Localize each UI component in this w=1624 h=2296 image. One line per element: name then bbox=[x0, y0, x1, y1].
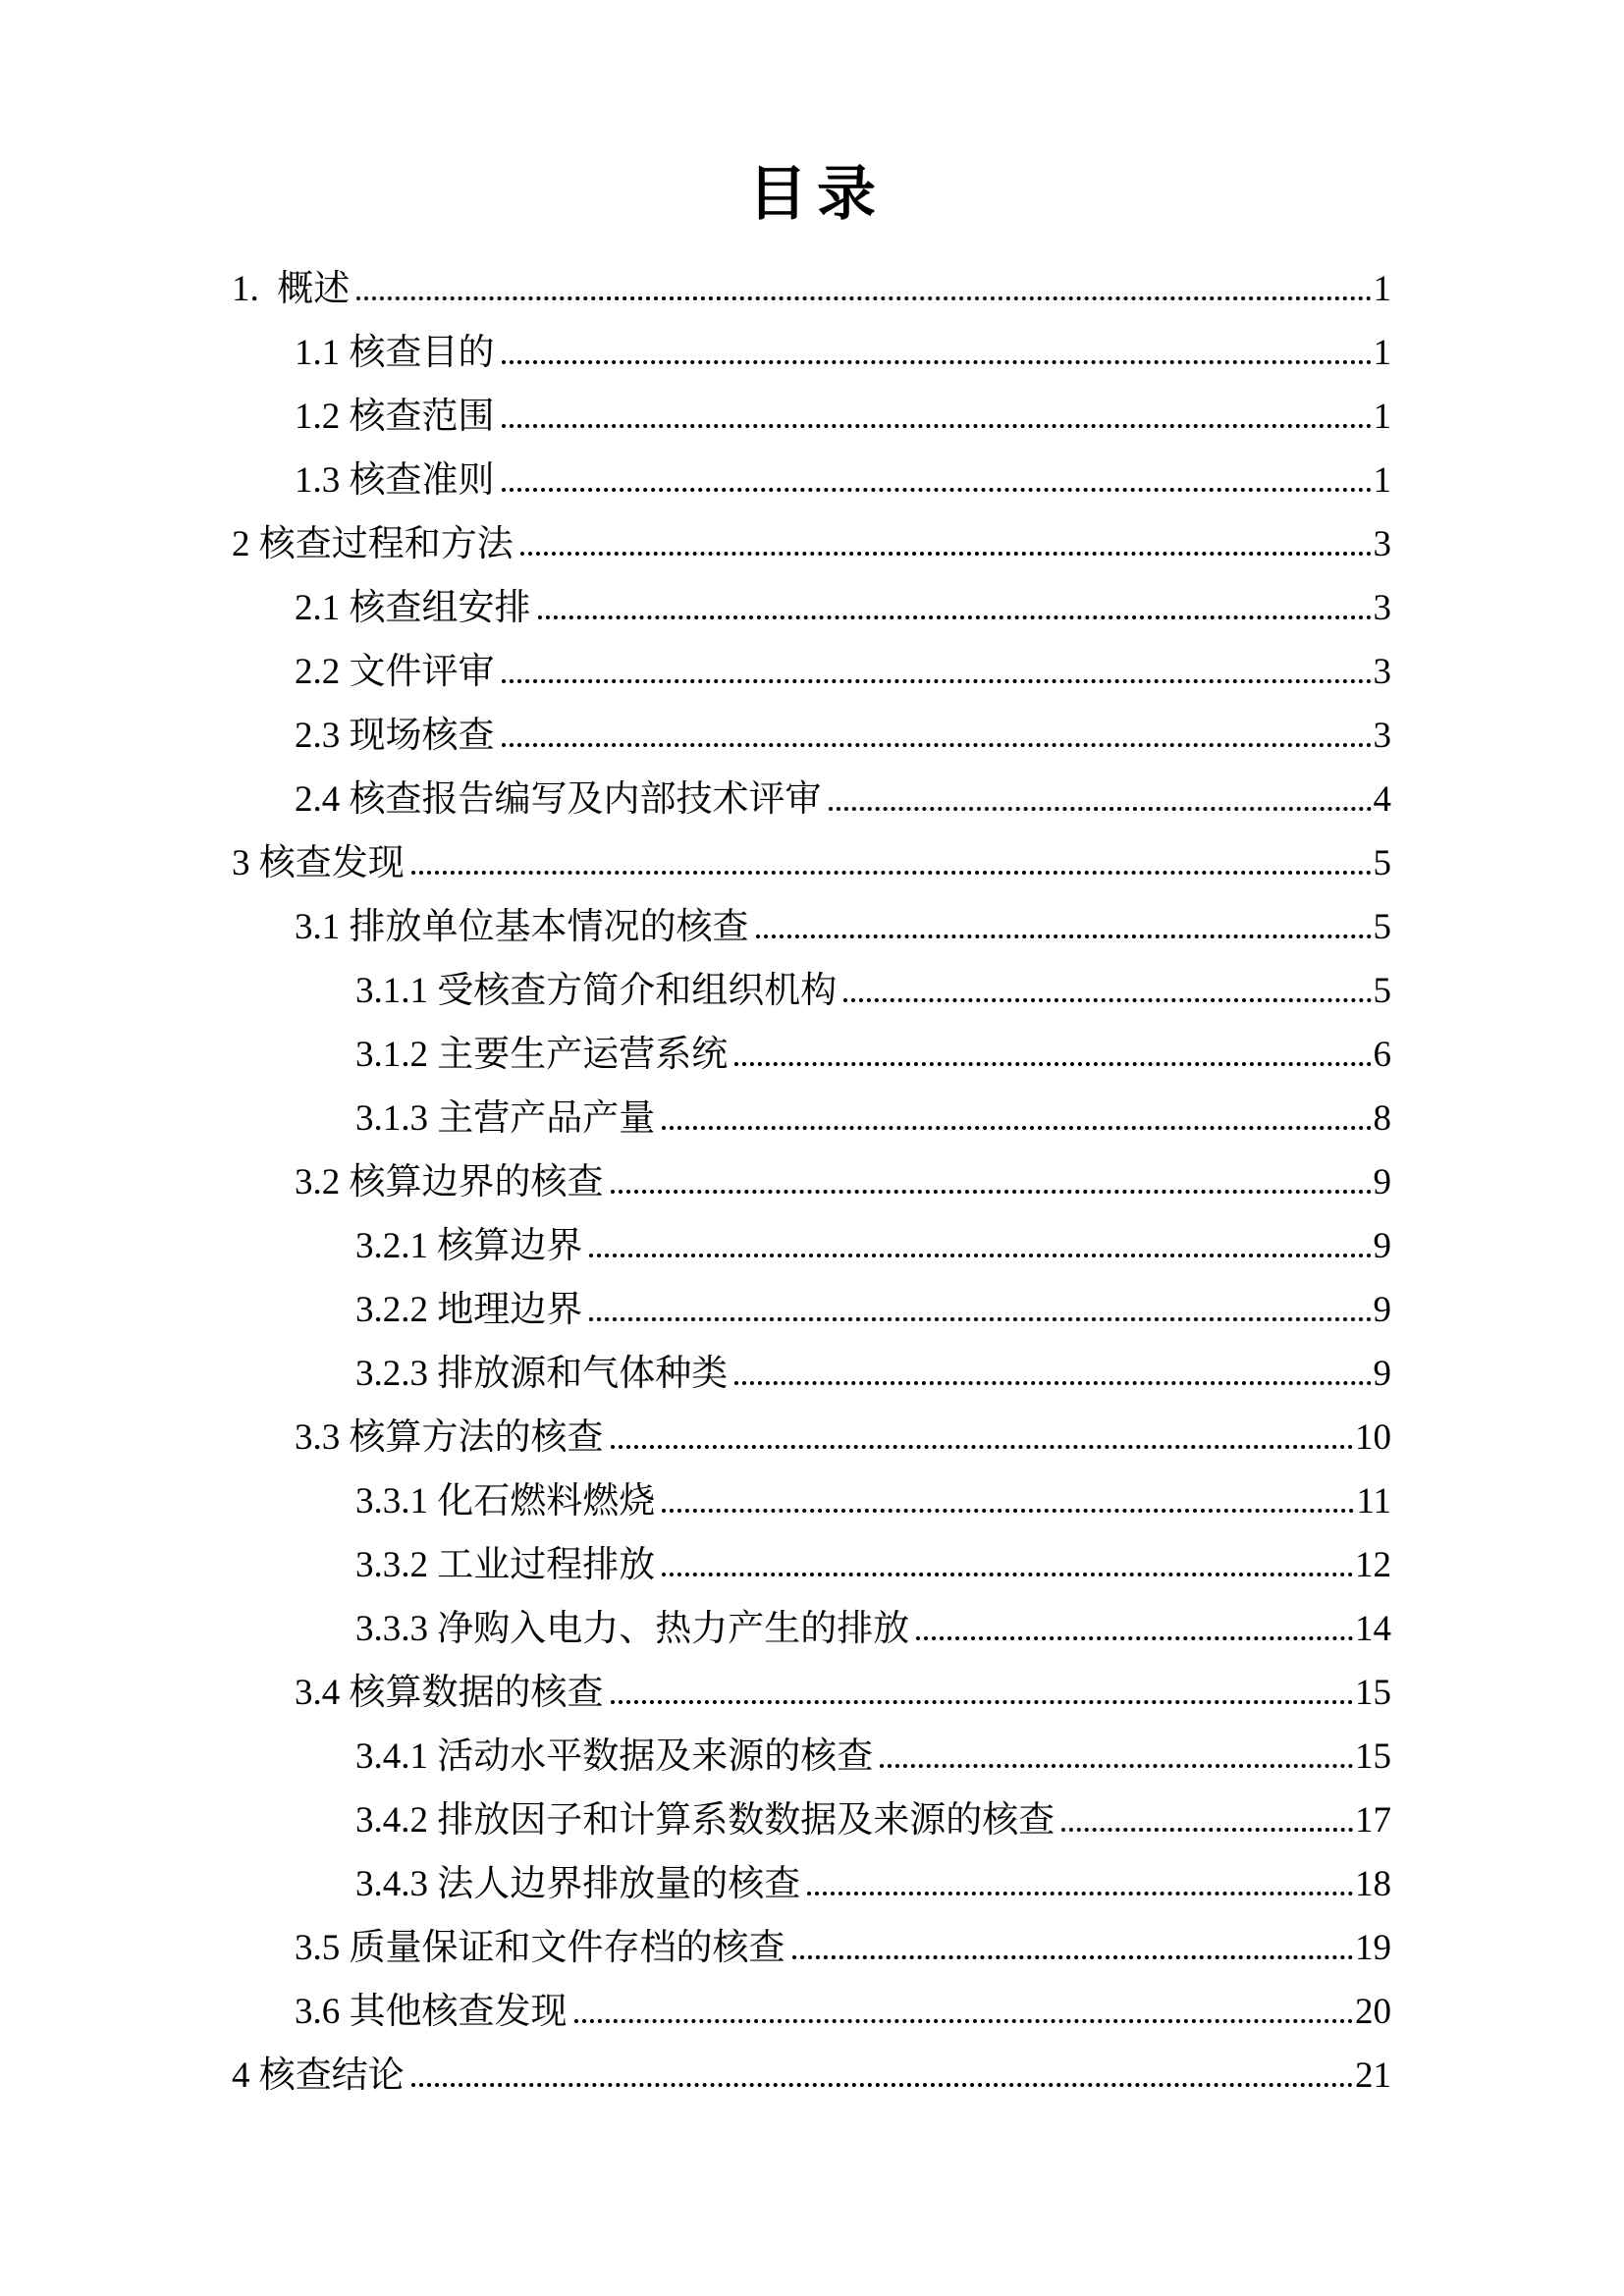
toc-entry-page: 3 bbox=[1373, 716, 1391, 756]
toc-entry-label: 3.1 排放单位基本情况的核查 bbox=[295, 907, 749, 947]
toc-entry[interactable] bbox=[232, 1789, 1391, 1852]
toc-entry-label: 3.2.3 排放源和气体种类 bbox=[355, 1354, 729, 1394]
toc-entry-label: 2.3 现场核查 bbox=[295, 716, 495, 756]
dot-leader bbox=[356, 296, 1371, 300]
toc-entry-label: 3.2.1 核算边界 bbox=[355, 1226, 583, 1266]
toc-entry-page: 6 bbox=[1373, 1035, 1391, 1075]
toc-entry-label: 3.4.1 活动水平数据及来源的核查 bbox=[355, 1736, 874, 1777]
toc-entry[interactable] bbox=[232, 1278, 1391, 1342]
toc-entry-page: 20 bbox=[1355, 1992, 1391, 2032]
toc-list bbox=[232, 257, 1391, 2108]
toc-entry-page: 1 bbox=[1373, 397, 1391, 437]
dot-leader bbox=[520, 552, 1372, 556]
dot-leader bbox=[662, 1573, 1353, 1576]
dot-leader bbox=[734, 1062, 1371, 1066]
dot-leader bbox=[502, 743, 1372, 747]
toc-entry[interactable] bbox=[232, 1725, 1391, 1789]
toc-entry-label: 3.3.3 净购入电力、热力产生的排放 bbox=[355, 1609, 910, 1649]
toc-entry[interactable] bbox=[232, 640, 1391, 704]
dot-leader bbox=[502, 679, 1372, 683]
toc-entry[interactable] bbox=[232, 1469, 1391, 1533]
dot-leader bbox=[1061, 1828, 1353, 1832]
dot-leader bbox=[662, 1509, 1354, 1513]
dot-leader bbox=[756, 934, 1372, 938]
toc-entry-label: 4 核查结论 bbox=[232, 2056, 405, 2096]
toc-entry[interactable] bbox=[232, 831, 1391, 895]
toc-entry-label: 1. 概述 bbox=[232, 269, 351, 309]
toc-entry-page: 9 bbox=[1373, 1162, 1391, 1202]
toc-entry[interactable] bbox=[232, 1023, 1391, 1087]
toc-entry[interactable] bbox=[232, 1597, 1391, 1661]
toc-entry-page: 5 bbox=[1373, 971, 1391, 1011]
dot-leader bbox=[807, 1892, 1353, 1896]
toc-entry[interactable] bbox=[232, 1342, 1391, 1406]
toc-entry-page: 19 bbox=[1355, 1928, 1391, 1968]
toc-entry-label: 1.3 核查准则 bbox=[295, 460, 495, 501]
toc-entry-label: 3.1.3 主营产品产量 bbox=[355, 1098, 656, 1139]
toc-entry-page: 18 bbox=[1355, 1864, 1391, 1904]
dot-leader bbox=[662, 1126, 1371, 1130]
toc-entry-page: 10 bbox=[1355, 1417, 1391, 1458]
dot-leader bbox=[411, 871, 1372, 875]
toc-entry-label: 3.1.1 受核查方简介和组织机构 bbox=[355, 971, 838, 1011]
dot-leader bbox=[611, 1190, 1372, 1194]
dot-leader bbox=[611, 1700, 1354, 1704]
toc-entry-label: 3.5 质量保证和文件存档的核查 bbox=[295, 1928, 785, 1968]
toc-entry[interactable] bbox=[232, 704, 1391, 768]
toc-entry-page: 15 bbox=[1355, 1736, 1391, 1777]
toc-entry-page: 3 bbox=[1373, 652, 1391, 692]
toc-entry[interactable] bbox=[232, 1916, 1391, 1980]
dot-leader bbox=[916, 1636, 1353, 1640]
dot-leader bbox=[411, 2083, 1353, 2087]
toc-entry[interactable] bbox=[232, 895, 1391, 959]
toc-entry-page: 9 bbox=[1373, 1354, 1391, 1394]
dot-leader bbox=[611, 1445, 1354, 1449]
toc-entry-label: 3.3 核算方法的核查 bbox=[295, 1417, 604, 1458]
toc-entry-page: 17 bbox=[1355, 1800, 1391, 1841]
dot-leader bbox=[502, 360, 1372, 364]
toc-entry-label: 3.4.2 排放因子和计算系数数据及来源的核查 bbox=[355, 1800, 1056, 1841]
dot-leader bbox=[589, 1317, 1371, 1321]
toc-entry-label: 2 核查过程和方法 bbox=[232, 524, 514, 564]
toc-entry[interactable] bbox=[232, 385, 1391, 449]
toc-entry-page: 12 bbox=[1355, 1545, 1391, 1585]
dot-leader bbox=[792, 1955, 1354, 1959]
toc-entry-page: 3 bbox=[1373, 588, 1391, 628]
toc-entry[interactable] bbox=[232, 257, 1391, 321]
dot-leader bbox=[502, 488, 1372, 492]
toc-entry-page: 9 bbox=[1373, 1290, 1391, 1330]
toc-entry-label: 3.2 核算边界的核查 bbox=[295, 1162, 604, 1202]
toc-entry-page: 21 bbox=[1355, 2056, 1391, 2096]
dot-leader bbox=[843, 998, 1371, 1002]
toc-entry[interactable] bbox=[232, 1980, 1391, 2044]
toc-entry-page: 1 bbox=[1373, 269, 1391, 309]
toc-entry[interactable] bbox=[232, 576, 1391, 640]
toc-entry[interactable] bbox=[232, 321, 1391, 385]
toc-entry-label: 2.1 核查组安排 bbox=[295, 588, 531, 628]
dot-leader bbox=[734, 1381, 1371, 1385]
toc-entry[interactable] bbox=[232, 449, 1391, 512]
dot-leader bbox=[538, 615, 1372, 619]
toc-entry[interactable] bbox=[232, 1214, 1391, 1278]
dot-leader bbox=[829, 807, 1372, 811]
toc-entry-label: 2.2 文件评审 bbox=[295, 652, 495, 692]
dot-leader bbox=[589, 1254, 1371, 1257]
dot-leader bbox=[574, 2019, 1354, 2023]
toc-entry-label: 3.1.2 主要生产运营系统 bbox=[355, 1035, 729, 1075]
toc-entry-page: 5 bbox=[1373, 907, 1391, 947]
toc-entry[interactable] bbox=[232, 1150, 1391, 1214]
toc-entry-page: 1 bbox=[1373, 333, 1391, 373]
dot-leader bbox=[502, 424, 1372, 428]
toc-entry-label: 1.1 核查目的 bbox=[295, 333, 495, 373]
toc-entry-page: 9 bbox=[1373, 1226, 1391, 1266]
toc-entry[interactable] bbox=[232, 1087, 1391, 1150]
toc-entry-page: 11 bbox=[1356, 1481, 1391, 1522]
toc-entry-page: 15 bbox=[1355, 1673, 1391, 1713]
toc-entry-label: 3.6 其他核查发现 bbox=[295, 1992, 568, 2032]
toc-entry-label: 3.2.2 地理边界 bbox=[355, 1290, 583, 1330]
toc-entry-page: 3 bbox=[1373, 524, 1391, 564]
toc-entry-page: 1 bbox=[1373, 460, 1391, 501]
toc-entry-label: 1.2 核查范围 bbox=[295, 397, 495, 437]
toc-entry-label: 3 核查发现 bbox=[232, 843, 405, 883]
toc-entry[interactable] bbox=[232, 1406, 1391, 1469]
toc-entry[interactable] bbox=[232, 768, 1391, 831]
toc-entry-label: 3.4.3 法人边界排放量的核查 bbox=[355, 1864, 801, 1904]
toc-entry-label: 3.4 核算数据的核查 bbox=[295, 1673, 604, 1713]
page-title: 目录 bbox=[748, 162, 886, 227]
dot-leader bbox=[880, 1764, 1353, 1768]
toc-entry-page: 14 bbox=[1355, 1609, 1391, 1649]
toc-entry-label: 3.3.1 化石燃料燃烧 bbox=[355, 1481, 656, 1522]
toc-entry-page: 5 bbox=[1373, 843, 1391, 883]
toc-entry-label: 3.3.2 工业过程排放 bbox=[355, 1545, 656, 1585]
toc-entry[interactable] bbox=[232, 2044, 1391, 2108]
toc-entry[interactable] bbox=[232, 512, 1391, 576]
toc-entry[interactable] bbox=[232, 1661, 1391, 1725]
toc-entry-page: 8 bbox=[1373, 1098, 1391, 1139]
toc-entry[interactable] bbox=[232, 1852, 1391, 1916]
toc-entry[interactable] bbox=[232, 1533, 1391, 1597]
toc-entry-label: 2.4 核查报告编写及内部技术评审 bbox=[295, 779, 822, 820]
toc-entry-page: 4 bbox=[1373, 779, 1391, 820]
toc-entry[interactable] bbox=[232, 959, 1391, 1023]
